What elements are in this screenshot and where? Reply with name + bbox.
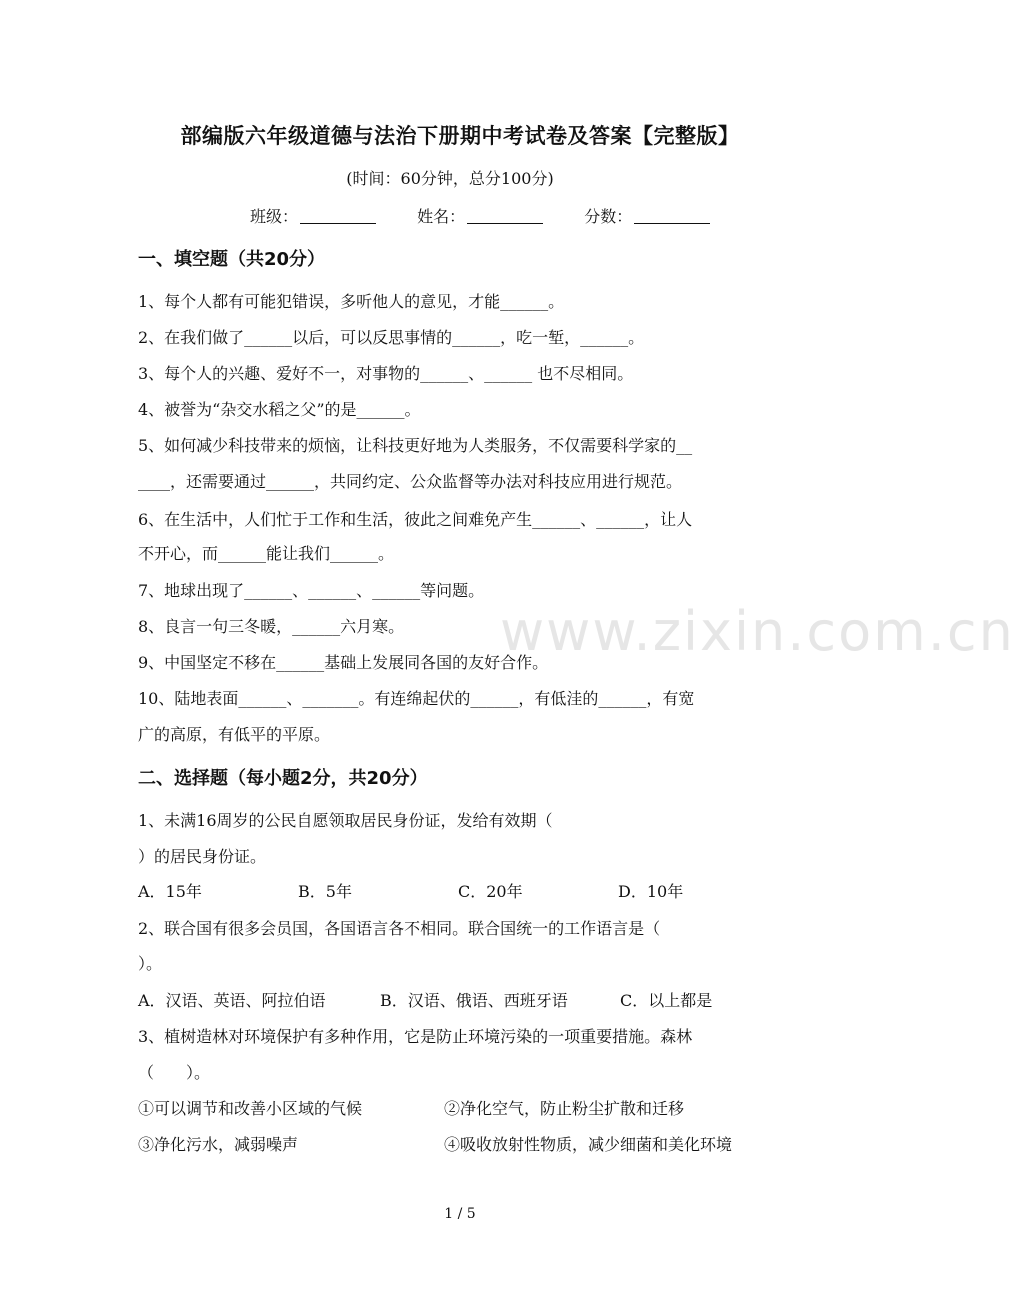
class-label: 班级： <box>250 207 299 226</box>
question-line: ____，还需要通过______，共同约定、公众监督等办法对科技应用进行规范。 <box>138 472 683 491</box>
question-line: ）的居民身份证。 <box>138 847 267 866</box>
option-b: B．汉语、俄语、西班牙语 <box>380 991 568 1010</box>
option-1: ①可以调节和改善小区域的气候 <box>138 1099 363 1118</box>
question-line: 广的高原，有低平的平原。 <box>138 725 331 744</box>
option-d: D．10年 <box>618 882 684 901</box>
page-title: 部编版六年级道德与法治下册期中考试卷及答案【完整版】 <box>180 124 740 148</box>
option-c: C．20年 <box>458 882 523 901</box>
question-line: 8、良言一句三冬暖，______六月寒。 <box>138 617 405 636</box>
name-field <box>417 204 543 227</box>
exam-time-info: (时间：60分钟，总分100分) <box>346 169 554 188</box>
question-line: 3、每个人的兴趣、爱好不一，对事物的______、______ 也不尽相同。 <box>138 364 634 383</box>
student-info-row <box>250 204 746 227</box>
option-a: A．15年 <box>138 882 202 901</box>
class-blank <box>300 209 376 224</box>
option-2: ②净化空气，防止粉尘扩散和迁移 <box>444 1099 685 1118</box>
question-line: 1、每个人都有可能犯错误，多听他人的意见，才能______。 <box>138 292 565 311</box>
section-heading-fill-in: 一、填空题（共20分） <box>138 249 326 270</box>
watermark: www.zixin.com.cn <box>500 600 1015 663</box>
option-a: A．汉语、英语、阿拉伯语 <box>138 991 326 1010</box>
question-line: 9、中国坚定不移在______基础上发展同各国的友好合作。 <box>138 653 549 672</box>
question-line: 不开心，而______能让我们______。 <box>138 544 395 563</box>
question-line: 10、陆地表面______、_______。有连绵起伏的______，有低洼的______，有宽 <box>138 689 695 708</box>
question-line: 4、被誉为“杂交水稻之父”的是______。 <box>138 400 421 419</box>
option-c: C．以上都是 <box>620 991 713 1010</box>
option-b: B．5年 <box>298 882 352 901</box>
question-line: （ ）。 <box>138 1063 211 1082</box>
page-number: 1 / 5 <box>444 1206 476 1222</box>
question-line: 3、植树造林对环境保护有多种作用，它是防止环境污染的一项重要措施。森林 <box>138 1027 693 1046</box>
question-options <box>138 879 683 902</box>
question-line: 7、地球出现了______、______、______等问题。 <box>138 581 485 600</box>
section-heading-choice: 二、选择题（每小题2分，共20分） <box>138 768 428 789</box>
score-field <box>584 204 710 227</box>
score-blank <box>634 209 710 224</box>
question-line: 2、在我们做了______以后，可以反思事情的______，吃一堑，______。 <box>138 328 645 347</box>
option-4: ④吸收放射性物质，减少细菌和美化环境 <box>444 1135 733 1154</box>
question-line: 6、在生活中，人们忙于工作和生活，彼此之间难免产生______、______，让人 <box>138 510 693 529</box>
question-options <box>138 988 712 1011</box>
score-label: 分数： <box>584 207 633 226</box>
question-line: 1、未满16周岁的公民自愿领取居民身份证，发给有效期（ <box>138 811 553 830</box>
class-field <box>250 204 376 227</box>
question-line: 2、联合国有很多会员国，各国语言各不相同。联合国统一的工作语言是（ <box>138 919 661 938</box>
option-3: ③净化污水，减弱噪声 <box>138 1135 299 1154</box>
question-line: 5、如何减少科技带来的烦恼，让科技更好地为人类服务，不仅需要科学家的__ <box>138 436 693 455</box>
name-blank <box>467 209 543 224</box>
question-line: ）。 <box>138 954 163 973</box>
name-label: 姓名： <box>417 207 466 226</box>
question-options <box>138 1132 732 1155</box>
question-options <box>138 1096 684 1119</box>
